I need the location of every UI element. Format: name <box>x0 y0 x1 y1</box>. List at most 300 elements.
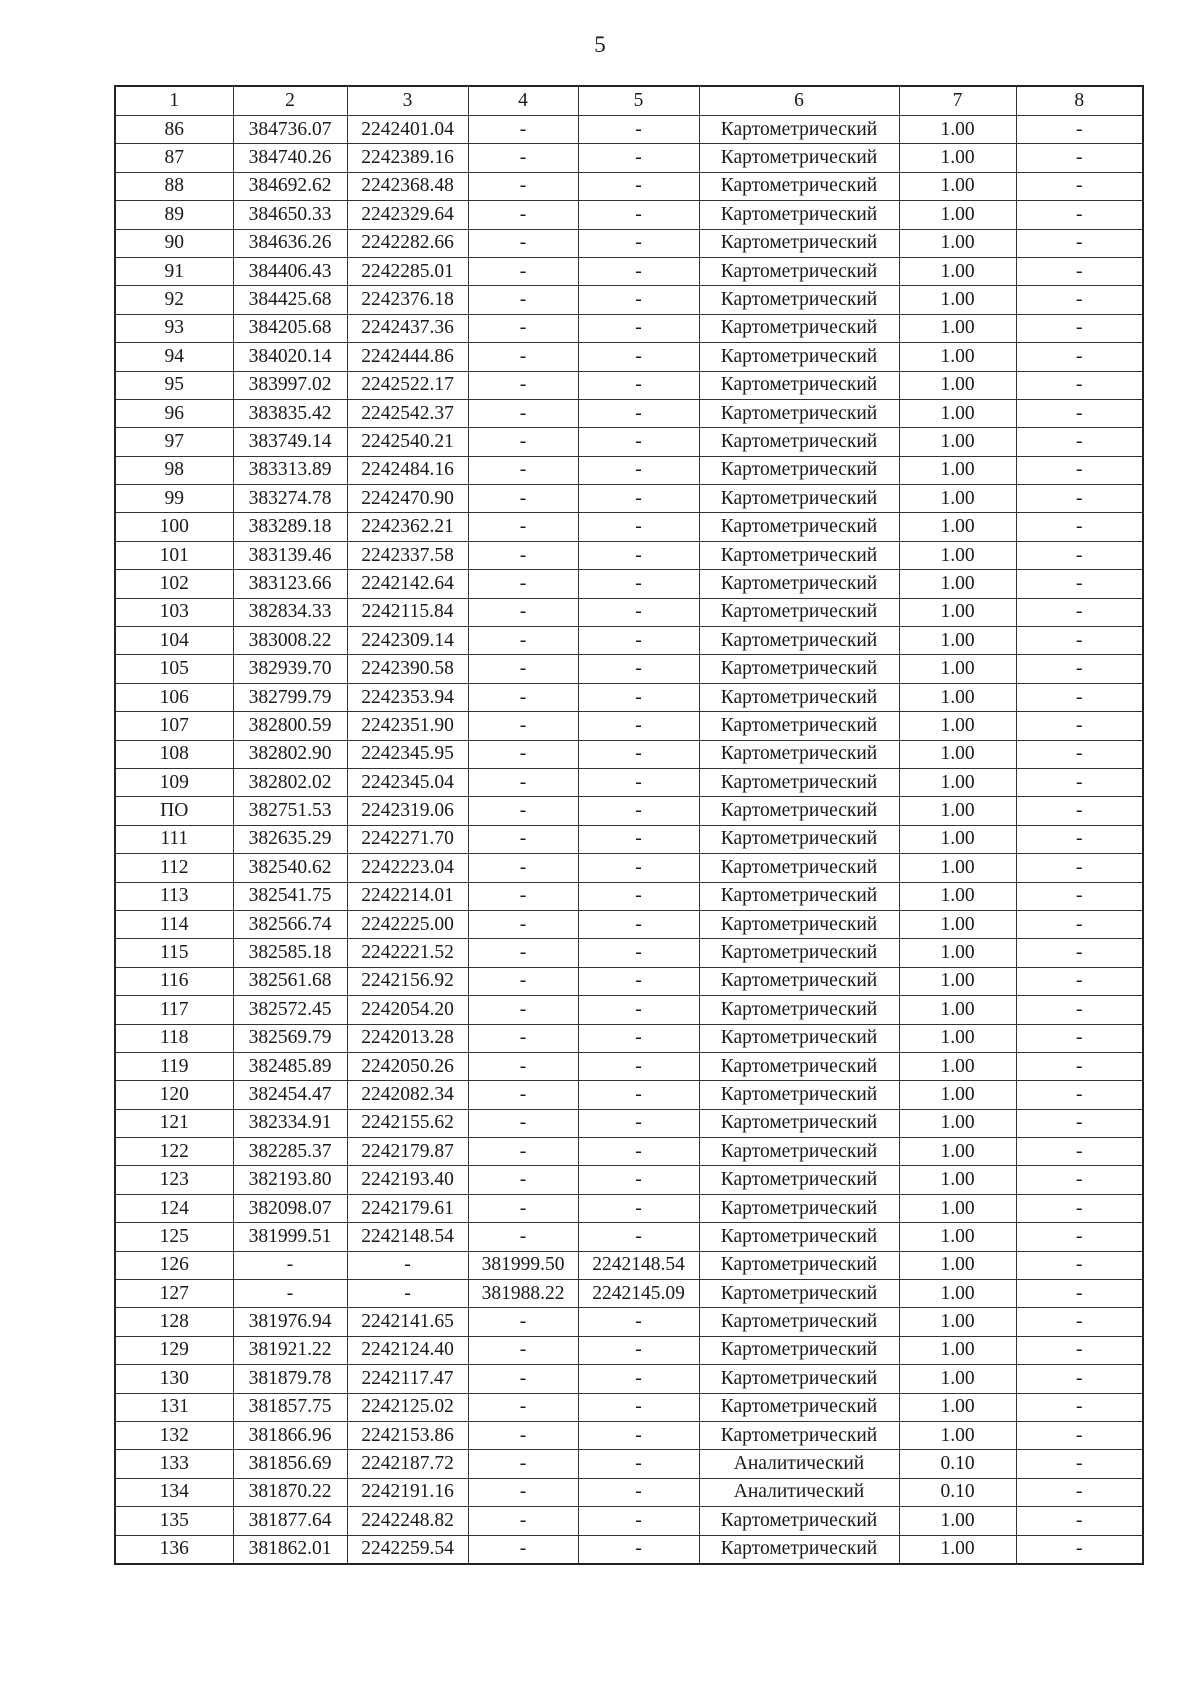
point-number-cell: 111 <box>115 825 233 853</box>
precision-cell: 0.10 <box>899 1478 1016 1506</box>
note-cell: - <box>1016 513 1143 541</box>
x-coordinate-cell: 382585.18 <box>233 939 347 967</box>
precision-cell: 1.00 <box>899 882 1016 910</box>
new-y-cell: - <box>578 257 699 285</box>
y-coordinate-cell: 2242376.18 <box>347 286 468 314</box>
table-row <box>115 627 1143 655</box>
y-coordinate-cell: 2242345.04 <box>347 768 468 796</box>
method-cell: Картометрический <box>699 172 899 200</box>
y-coordinate-cell: 2242141.65 <box>347 1308 468 1336</box>
table-row <box>115 1507 1143 1535</box>
note-cell: - <box>1016 172 1143 200</box>
method-cell: Картометрический <box>699 655 899 683</box>
x-coordinate-cell: 382635.29 <box>233 825 347 853</box>
y-coordinate-cell: 2242115.84 <box>347 598 468 626</box>
method-cell: Картометрический <box>699 456 899 484</box>
precision-cell: 1.00 <box>899 854 1016 882</box>
new-y-cell: - <box>578 1535 699 1564</box>
note-cell: - <box>1016 1336 1143 1364</box>
point-number-cell: 99 <box>115 485 233 513</box>
precision-cell: 1.00 <box>899 229 1016 257</box>
method-cell: Картометрический <box>699 1251 899 1279</box>
x-coordinate-cell: 381976.94 <box>233 1308 347 1336</box>
y-coordinate-cell: 2242470.90 <box>347 485 468 513</box>
method-cell: Картометрический <box>699 257 899 285</box>
new-y-cell: - <box>578 428 699 456</box>
column-header: 8 <box>1016 86 1143 116</box>
new-y-cell: 2242148.54 <box>578 1251 699 1279</box>
table-row <box>115 1365 1143 1393</box>
new-y-cell: - <box>578 1194 699 1222</box>
x-coordinate-cell: 382799.79 <box>233 683 347 711</box>
method-cell: Картометрический <box>699 683 899 711</box>
y-coordinate-cell: 2242484.16 <box>347 456 468 484</box>
note-cell: - <box>1016 1478 1143 1506</box>
table-row <box>115 740 1143 768</box>
precision-cell: 1.00 <box>899 172 1016 200</box>
point-number-cell: 92 <box>115 286 233 314</box>
new-y-cell: - <box>578 683 699 711</box>
new-y-cell: - <box>578 712 699 740</box>
point-number-cell: 129 <box>115 1336 233 1364</box>
new-x-cell: - <box>468 1450 578 1478</box>
precision-cell: 1.00 <box>899 1535 1016 1564</box>
note-cell: - <box>1016 1223 1143 1251</box>
new-y-cell: - <box>578 343 699 371</box>
new-x-cell: - <box>468 201 578 229</box>
x-coordinate-cell: 382751.53 <box>233 797 347 825</box>
precision-cell: 1.00 <box>899 371 1016 399</box>
method-cell: Картометрический <box>699 1109 899 1137</box>
precision-cell: 1.00 <box>899 343 1016 371</box>
new-y-cell: - <box>578 1507 699 1535</box>
point-number-cell: 105 <box>115 655 233 683</box>
note-cell: - <box>1016 1535 1143 1564</box>
new-y-cell: - <box>578 740 699 768</box>
column-header: 1 <box>115 86 233 116</box>
table-row <box>115 1280 1143 1308</box>
new-y-cell: - <box>578 456 699 484</box>
y-coordinate-cell: 2242214.01 <box>347 882 468 910</box>
y-coordinate-cell: 2242156.92 <box>347 967 468 995</box>
table-row <box>115 201 1143 229</box>
x-coordinate-cell: - <box>233 1280 347 1308</box>
new-y-cell: - <box>578 939 699 967</box>
precision-cell: 1.00 <box>899 683 1016 711</box>
y-coordinate-cell: 2242221.52 <box>347 939 468 967</box>
point-number-cell: 124 <box>115 1194 233 1222</box>
new-x-cell: - <box>468 882 578 910</box>
y-coordinate-cell: 2242389.16 <box>347 144 468 172</box>
note-cell: - <box>1016 201 1143 229</box>
table-body <box>115 86 1143 1564</box>
y-coordinate-cell: 2242540.21 <box>347 428 468 456</box>
precision-cell: 1.00 <box>899 1280 1016 1308</box>
method-cell: Картометрический <box>699 854 899 882</box>
x-coordinate-cell: 382802.02 <box>233 768 347 796</box>
new-x-cell: - <box>468 967 578 995</box>
new-y-cell: - <box>578 1336 699 1364</box>
table-row <box>115 229 1143 257</box>
table-row <box>115 541 1143 569</box>
note-cell: - <box>1016 1138 1143 1166</box>
point-number-cell: 106 <box>115 683 233 711</box>
precision-cell: 1.00 <box>899 286 1016 314</box>
note-cell: - <box>1016 1052 1143 1080</box>
table-row <box>115 712 1143 740</box>
point-number-cell: 88 <box>115 172 233 200</box>
precision-cell: 1.00 <box>899 712 1016 740</box>
new-x-cell: - <box>468 797 578 825</box>
new-x-cell: - <box>468 712 578 740</box>
y-coordinate-cell: 2242362.21 <box>347 513 468 541</box>
table-row <box>115 1535 1143 1564</box>
x-coordinate-cell: 382540.62 <box>233 854 347 882</box>
new-x-cell: - <box>468 1308 578 1336</box>
y-coordinate-cell: 2242191.16 <box>347 1478 468 1506</box>
x-coordinate-cell: 383313.89 <box>233 456 347 484</box>
x-coordinate-cell: 381866.96 <box>233 1421 347 1449</box>
precision-cell: 1.00 <box>899 485 1016 513</box>
table-row <box>115 399 1143 427</box>
new-y-cell: - <box>578 116 699 144</box>
note-cell: - <box>1016 116 1143 144</box>
precision-cell: 1.00 <box>899 1194 1016 1222</box>
new-x-cell: 381988.22 <box>468 1280 578 1308</box>
column-header: 3 <box>347 86 468 116</box>
table-row <box>115 1223 1143 1251</box>
x-coordinate-cell: 381856.69 <box>233 1450 347 1478</box>
new-x-cell: - <box>468 343 578 371</box>
table-row <box>115 343 1143 371</box>
method-cell: Картометрический <box>699 1194 899 1222</box>
new-y-cell: - <box>578 768 699 796</box>
new-x-cell: - <box>468 825 578 853</box>
x-coordinate-cell: 381999.51 <box>233 1223 347 1251</box>
new-y-cell: - <box>578 627 699 655</box>
method-cell: Картометрический <box>699 768 899 796</box>
point-number-cell: 97 <box>115 428 233 456</box>
method-cell: Картометрический <box>699 1507 899 1535</box>
table-row <box>115 996 1143 1024</box>
method-cell: Аналитический <box>699 1450 899 1478</box>
method-cell: Картометрический <box>699 1308 899 1336</box>
new-x-cell: - <box>468 1081 578 1109</box>
table-row <box>115 939 1143 967</box>
method-cell: Картометрический <box>699 1052 899 1080</box>
point-number-cell: 114 <box>115 910 233 938</box>
method-cell: Картометрический <box>699 1535 899 1564</box>
y-coordinate-cell: 2242142.64 <box>347 570 468 598</box>
new-y-cell: - <box>578 1450 699 1478</box>
note-cell: - <box>1016 1421 1143 1449</box>
note-cell: - <box>1016 456 1143 484</box>
note-cell: - <box>1016 854 1143 882</box>
column-header: 6 <box>699 86 899 116</box>
precision-cell: 1.00 <box>899 1081 1016 1109</box>
note-cell: - <box>1016 570 1143 598</box>
new-x-cell: - <box>468 996 578 1024</box>
note-cell: - <box>1016 1024 1143 1052</box>
new-y-cell: - <box>578 485 699 513</box>
point-number-cell: 128 <box>115 1308 233 1336</box>
table-row <box>115 1393 1143 1421</box>
x-coordinate-cell: 383008.22 <box>233 627 347 655</box>
method-cell: Аналитический <box>699 1478 899 1506</box>
new-x-cell: - <box>468 910 578 938</box>
precision-cell: 1.00 <box>899 825 1016 853</box>
x-coordinate-cell: 381862.01 <box>233 1535 347 1564</box>
y-coordinate-cell: 2242223.04 <box>347 854 468 882</box>
precision-cell: 1.00 <box>899 314 1016 342</box>
point-number-cell: 127 <box>115 1280 233 1308</box>
table-row <box>115 1138 1143 1166</box>
x-coordinate-cell: 384736.07 <box>233 116 347 144</box>
y-coordinate-cell: 2242444.86 <box>347 343 468 371</box>
table-row <box>115 314 1143 342</box>
precision-cell: 1.00 <box>899 598 1016 626</box>
x-coordinate-cell: 382802.90 <box>233 740 347 768</box>
note-cell: - <box>1016 1365 1143 1393</box>
precision-cell: 1.00 <box>899 428 1016 456</box>
precision-cell: 1.00 <box>899 257 1016 285</box>
precision-cell: 1.00 <box>899 910 1016 938</box>
new-x-cell: - <box>468 1421 578 1449</box>
new-x-cell: - <box>468 1365 578 1393</box>
new-x-cell: - <box>468 939 578 967</box>
precision-cell: 1.00 <box>899 1507 1016 1535</box>
precision-cell: 1.00 <box>899 1393 1016 1421</box>
note-cell: - <box>1016 286 1143 314</box>
x-coordinate-cell: 383274.78 <box>233 485 347 513</box>
new-y-cell: - <box>578 513 699 541</box>
new-x-cell: - <box>468 1052 578 1080</box>
table-row <box>115 683 1143 711</box>
x-coordinate-cell: 383749.14 <box>233 428 347 456</box>
precision-cell: 1.00 <box>899 201 1016 229</box>
y-coordinate-cell: 2242353.94 <box>347 683 468 711</box>
new-y-cell: - <box>578 996 699 1024</box>
new-x-cell: - <box>468 1507 578 1535</box>
table-row <box>115 1194 1143 1222</box>
note-cell: - <box>1016 1393 1143 1421</box>
x-coordinate-cell: 382561.68 <box>233 967 347 995</box>
new-x-cell: - <box>468 570 578 598</box>
new-x-cell: - <box>468 768 578 796</box>
note-cell: - <box>1016 1194 1143 1222</box>
note-cell: - <box>1016 627 1143 655</box>
note-cell: - <box>1016 1450 1143 1478</box>
new-y-cell: - <box>578 1052 699 1080</box>
method-cell: Картометрический <box>699 996 899 1024</box>
x-coordinate-cell: 382800.59 <box>233 712 347 740</box>
x-coordinate-cell: 382569.79 <box>233 1024 347 1052</box>
note-cell: - <box>1016 1109 1143 1137</box>
new-x-cell: - <box>468 1336 578 1364</box>
point-number-cell: 115 <box>115 939 233 967</box>
new-x-cell: - <box>468 314 578 342</box>
new-x-cell: - <box>468 1166 578 1194</box>
y-coordinate-cell: 2242179.87 <box>347 1138 468 1166</box>
note-cell: - <box>1016 1081 1143 1109</box>
new-y-cell: - <box>578 1081 699 1109</box>
note-cell: - <box>1016 768 1143 796</box>
table-row <box>115 768 1143 796</box>
y-coordinate-cell: 2242522.17 <box>347 371 468 399</box>
point-number-cell: 109 <box>115 768 233 796</box>
y-coordinate-cell: 2242319.06 <box>347 797 468 825</box>
x-coordinate-cell: 381877.64 <box>233 1507 347 1535</box>
y-coordinate-cell: 2242124.40 <box>347 1336 468 1364</box>
new-x-cell: - <box>468 172 578 200</box>
note-cell: - <box>1016 144 1143 172</box>
x-coordinate-cell: 382939.70 <box>233 655 347 683</box>
new-x-cell: - <box>468 286 578 314</box>
table-row <box>115 116 1143 144</box>
x-coordinate-cell: 382193.80 <box>233 1166 347 1194</box>
x-coordinate-cell: 381857.75 <box>233 1393 347 1421</box>
new-y-cell: - <box>578 286 699 314</box>
point-number-cell: 134 <box>115 1478 233 1506</box>
table-row <box>115 144 1143 172</box>
method-cell: Картометрический <box>699 1336 899 1364</box>
method-cell: Картометрический <box>699 314 899 342</box>
table-row <box>115 1421 1143 1449</box>
point-number-cell: 136 <box>115 1535 233 1564</box>
method-cell: Картометрический <box>699 116 899 144</box>
precision-cell: 1.00 <box>899 655 1016 683</box>
y-coordinate-cell: 2242155.62 <box>347 1109 468 1137</box>
table-row <box>115 1081 1143 1109</box>
point-number-cell: 130 <box>115 1365 233 1393</box>
y-coordinate-cell: 2242050.26 <box>347 1052 468 1080</box>
new-y-cell: - <box>578 144 699 172</box>
table-row <box>115 1251 1143 1279</box>
y-coordinate-cell: 2242054.20 <box>347 996 468 1024</box>
precision-cell: 1.00 <box>899 1052 1016 1080</box>
new-x-cell: - <box>468 683 578 711</box>
new-y-cell: - <box>578 655 699 683</box>
table-row <box>115 825 1143 853</box>
table-row <box>115 910 1143 938</box>
new-x-cell: - <box>468 1223 578 1251</box>
precision-cell: 0.10 <box>899 1450 1016 1478</box>
method-cell: Картометрический <box>699 1393 899 1421</box>
x-coordinate-cell: 382485.89 <box>233 1052 347 1080</box>
new-x-cell: - <box>468 456 578 484</box>
y-coordinate-cell: 2242542.37 <box>347 399 468 427</box>
new-y-cell: - <box>578 1308 699 1336</box>
new-y-cell: - <box>578 1393 699 1421</box>
note-cell: - <box>1016 229 1143 257</box>
note-cell: - <box>1016 598 1143 626</box>
note-cell: - <box>1016 1251 1143 1279</box>
note-cell: - <box>1016 485 1143 513</box>
table-row <box>115 1052 1143 1080</box>
x-coordinate-cell: 383123.66 <box>233 570 347 598</box>
table-row <box>115 655 1143 683</box>
x-coordinate-cell: 384425.68 <box>233 286 347 314</box>
new-x-cell: - <box>468 1194 578 1222</box>
x-coordinate-cell: 383139.46 <box>233 541 347 569</box>
x-coordinate-cell: 384636.26 <box>233 229 347 257</box>
method-cell: Картометрический <box>699 1421 899 1449</box>
new-y-cell: - <box>578 1223 699 1251</box>
point-number-cell: 132 <box>115 1421 233 1449</box>
new-y-cell: - <box>578 910 699 938</box>
new-x-cell: - <box>468 485 578 513</box>
new-y-cell: - <box>578 1109 699 1137</box>
new-y-cell: - <box>578 1024 699 1052</box>
column-header: 4 <box>468 86 578 116</box>
precision-cell: 1.00 <box>899 1223 1016 1251</box>
new-x-cell: - <box>468 513 578 541</box>
table-row <box>115 1166 1143 1194</box>
y-coordinate-cell: 2242248.82 <box>347 1507 468 1535</box>
note-cell: - <box>1016 314 1143 342</box>
table-row <box>115 1308 1143 1336</box>
point-number-cell: 98 <box>115 456 233 484</box>
x-coordinate-cell: 382285.37 <box>233 1138 347 1166</box>
note-cell: - <box>1016 655 1143 683</box>
new-y-cell: - <box>578 1138 699 1166</box>
new-y-cell: - <box>578 598 699 626</box>
new-x-cell: - <box>468 257 578 285</box>
new-x-cell: - <box>468 598 578 626</box>
method-cell: Картометрический <box>699 1365 899 1393</box>
y-coordinate-cell: - <box>347 1280 468 1308</box>
table-row <box>115 967 1143 995</box>
x-coordinate-cell: 381921.22 <box>233 1336 347 1364</box>
new-x-cell: - <box>468 1535 578 1564</box>
new-x-cell: - <box>468 144 578 172</box>
coordinates-table <box>114 85 1144 1565</box>
new-y-cell: - <box>578 825 699 853</box>
note-cell: - <box>1016 1166 1143 1194</box>
method-cell: Картометрический <box>699 399 899 427</box>
method-cell: Картометрический <box>699 144 899 172</box>
note-cell: - <box>1016 428 1143 456</box>
precision-cell: 1.00 <box>899 740 1016 768</box>
column-header: 7 <box>899 86 1016 116</box>
note-cell: - <box>1016 541 1143 569</box>
method-cell: Картометрический <box>699 712 899 740</box>
new-x-cell: - <box>468 1393 578 1421</box>
column-header: 2 <box>233 86 347 116</box>
point-number-cell: ПО <box>115 797 233 825</box>
new-y-cell: - <box>578 1365 699 1393</box>
y-coordinate-cell: 2242125.02 <box>347 1393 468 1421</box>
new-x-cell: - <box>468 627 578 655</box>
note-cell: - <box>1016 1308 1143 1336</box>
method-cell: Картометрический <box>699 910 899 938</box>
note-cell: - <box>1016 967 1143 995</box>
note-cell: - <box>1016 882 1143 910</box>
table-row <box>115 882 1143 910</box>
point-number-cell: 104 <box>115 627 233 655</box>
precision-cell: 1.00 <box>899 1365 1016 1393</box>
precision-cell: 1.00 <box>899 1251 1016 1279</box>
new-y-cell: - <box>578 882 699 910</box>
new-x-cell: - <box>468 428 578 456</box>
new-y-cell: - <box>578 1166 699 1194</box>
method-cell: Картометрический <box>699 967 899 995</box>
table-row <box>115 1024 1143 1052</box>
y-coordinate-cell: 2242401.04 <box>347 116 468 144</box>
x-coordinate-cell: 384205.68 <box>233 314 347 342</box>
new-y-cell: 2242145.09 <box>578 1280 699 1308</box>
method-cell: Картометрический <box>699 1280 899 1308</box>
